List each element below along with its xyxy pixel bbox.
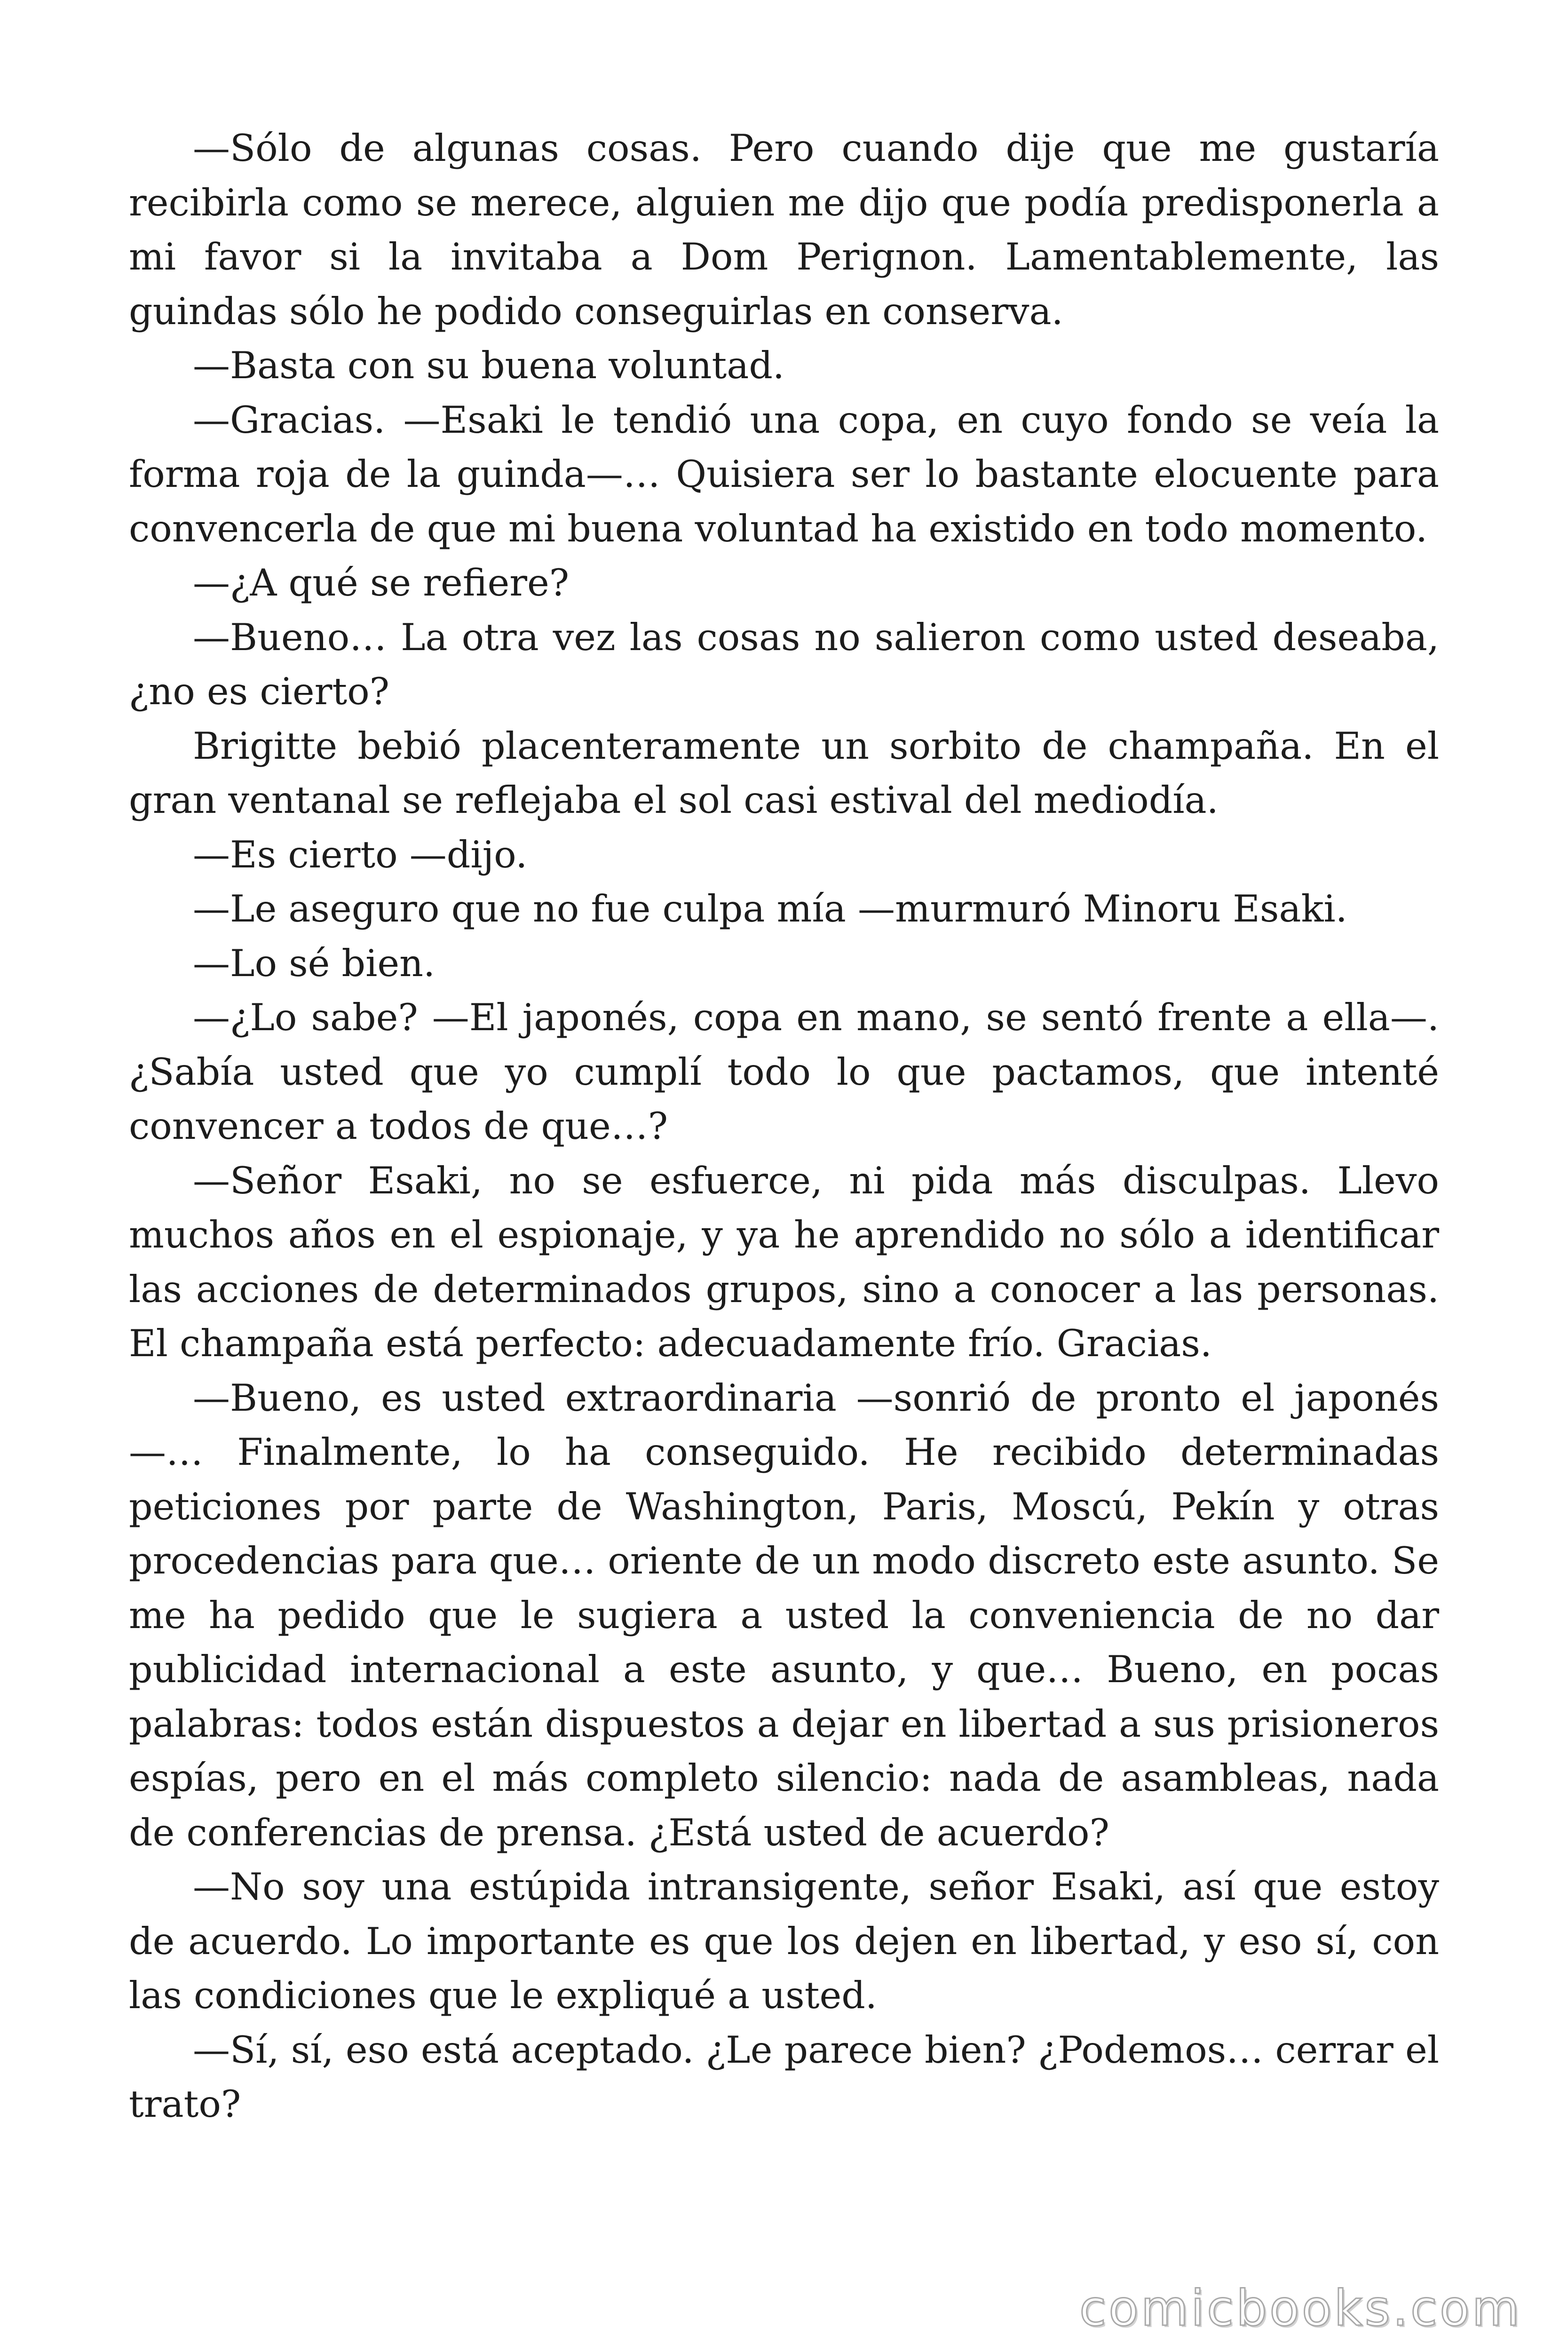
paragraph-10: —¿Lo sabe? —El japonés, copa en mano, se sentó frente a ella—. ¿Sabía usted que yo cumplí todo lo que pactamos, que intenté convencer a todos de que…? xyxy=(129,996,1439,1148)
page-text xyxy=(129,121,1439,2132)
paragraph-2: —Basta con su buena voluntad. xyxy=(193,344,785,387)
paragraph-6: Brigitte bebió placenteramente un sorbito de champaña. En el gran ventanal se reflejaba el sol casi estival del mediodía. xyxy=(129,724,1439,822)
paragraph-13: —No soy una estúpida intransigente, señor Esaki, así que estoy de acuerdo. Lo importante es que los dejen en libertad, y eso sí, con las condiciones que le expliqué a usted. xyxy=(129,1865,1439,2017)
paragraph-14: —Sí, sí, eso está aceptado. ¿Le parece bien? ¿Podemos… cerrar el trato? xyxy=(129,2028,1439,2126)
paragraph-8: —Le aseguro que no fue culpa mía —murmuró Minoru Esaki. xyxy=(193,887,1347,930)
paragraph-4: —¿A qué se refiere? xyxy=(193,561,570,604)
paragraph-11: —Señor Esaki, no se esfuerce, ni pida más disculpas. Llevo muchos años en el espionaje, y ya he aprendido no sólo a identificar las acciones de determinados grupos, sino a conocer a las personas. El champaña está perfecto: adecuadamente frío. Gracias. xyxy=(129,1159,1439,1365)
paragraph-3: —Gracias. —Esaki le tendió una copa, en cuyo fondo se veía la forma roja de la guinda—… Quisiera ser lo bastante elocuente para convencerla de que mi buena voluntad ha existido en todo momento. xyxy=(129,398,1439,550)
paragraph-12: —Bueno, es usted extraordinaria —sonrió de pronto el japonés—… Finalmente, lo ha conseguido. He recibido determinadas peticiones por parte de Washington, Paris, Moscú, Pekín y otras procedencias para que… oriente de un modo discreto este asunto. Se me ha pedido que le sugiera a usted la conveniencia de no dar publicidad internacional a este asunto, y que… Bueno, en pocas palabras: todos están dispuestos a dejar en libertad a sus prisioneros espías, pero en el más completo silencio: nada de asambleas, nada de conferencias de prensa. ¿Está usted de acuerdo? xyxy=(129,1376,1439,1854)
paragraph-7: —Es cierto —dijo. xyxy=(193,833,528,876)
watermark: comicbooks.com xyxy=(1079,2280,1522,2337)
paragraph-9: —Lo sé bien. xyxy=(193,941,436,985)
paragraph-5: —Bueno… La otra vez las cosas no salieron como usted deseaba, ¿no es cierto? xyxy=(129,615,1439,713)
paragraph-1: —Sólo de algunas cosas. Pero cuando dije que me gustaría recibirla como se merece, alguien me dijo que podía predisponerla a mi favor si la invitaba a Dom Perignon. Lamentablemente, las guindas sólo he podido conseguirlas en conserva. xyxy=(129,127,1439,333)
